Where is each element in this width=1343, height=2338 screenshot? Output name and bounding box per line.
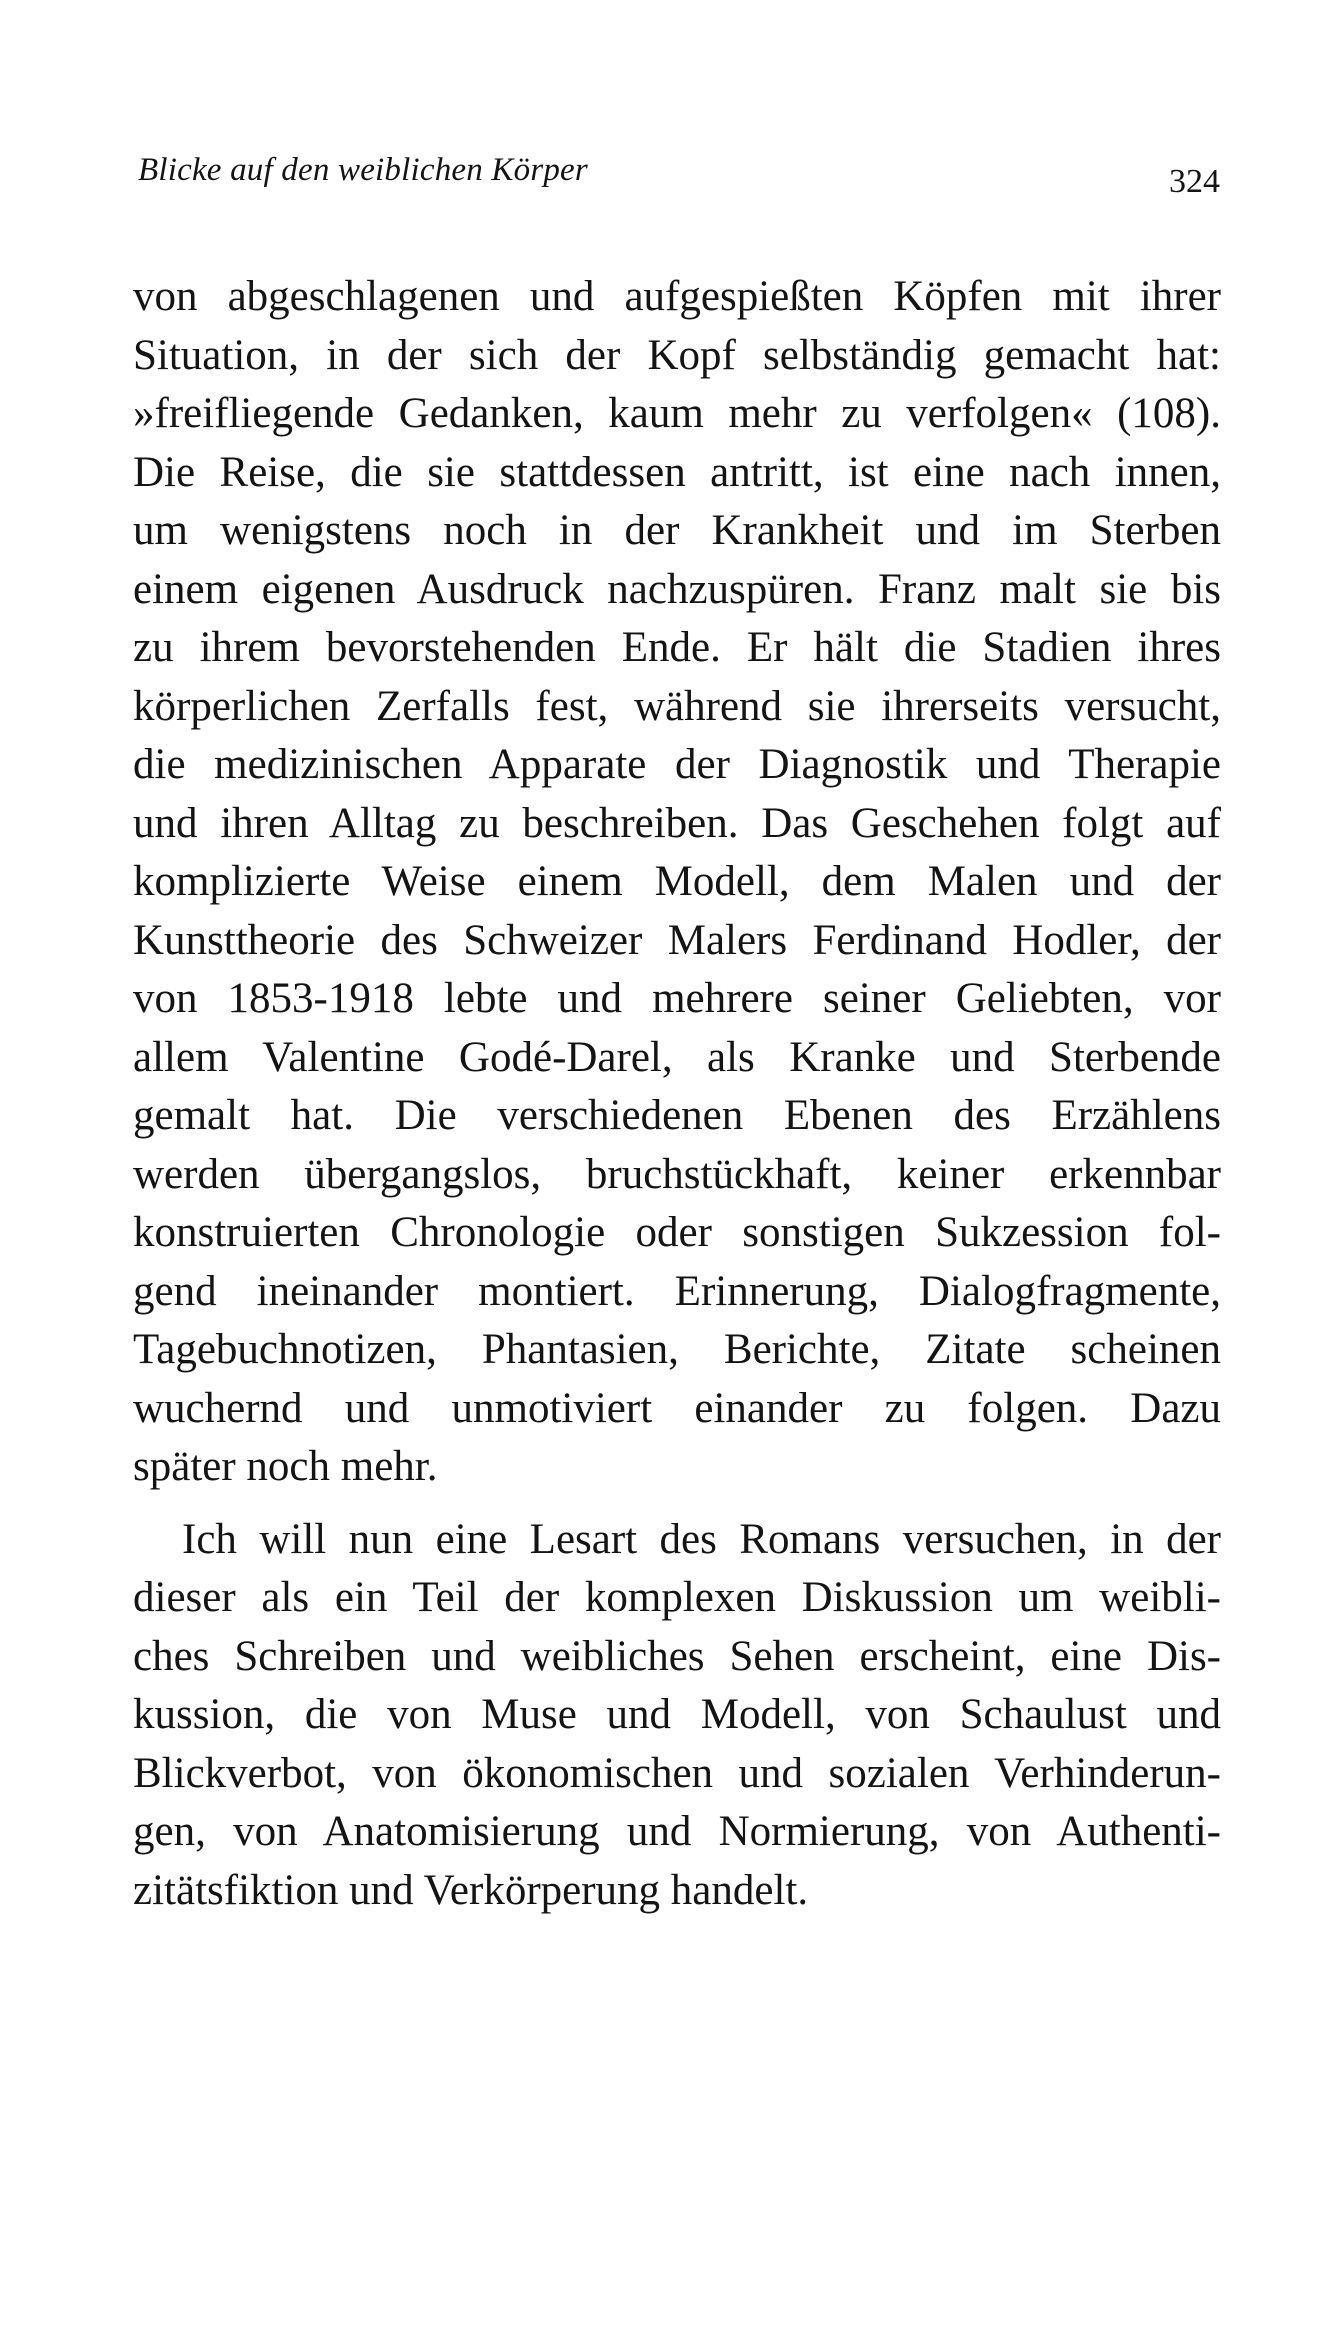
text-line: Ich will nun eine Lesart des Romans versuchen, in der xyxy=(182,1515,1221,1563)
text-line: wuchernd und unmotiviert einander zu folgen. Dazu xyxy=(133,1384,1221,1432)
text-line: von abgeschlagenen und aufgespießten Köpfen mit ihrer xyxy=(133,273,1221,320)
text-line: konstruierten Chronologie oder sonstigen Sukzession fol- xyxy=(133,1209,1221,1256)
running-title: Blicke auf den weiblichen Körper xyxy=(138,152,588,188)
text-line: zitätsfiktion und Verkörperung handelt. xyxy=(133,1866,809,1914)
text-line: komplizierte Weise einem Modell, dem Malen und der xyxy=(133,858,1221,905)
text-line: »freifliegende Gedanken, kaum mehr zu verfolgen« (108). xyxy=(133,390,1221,437)
text-line: Blickverbot, von ökonomischen und sozialen Verhinderun- xyxy=(133,1749,1221,1797)
text-line: gen, von Anatomisierung und Normierung, von Authenti- xyxy=(133,1808,1221,1855)
text-line: zu ihrem bevorstehenden Ende. Er hält die Stadien ihres xyxy=(133,624,1221,671)
page-number: 324 xyxy=(1169,163,1220,200)
text-line: die medizinischen Apparate der Diagnostik und Therapie xyxy=(133,741,1221,788)
text-line: von 1853-1918 lebte und mehrere seiner Geliebten, vor xyxy=(133,975,1221,1022)
text-line: allem Valentine Godé-Darel, als Kranke und Sterbende xyxy=(133,1033,1221,1081)
text-line: gend ineinander montiert. Erinnerung, Dialogfragmente, xyxy=(133,1267,1221,1315)
text-line: Die Reise, die sie stattdessen antritt, ist eine nach innen, xyxy=(133,448,1221,496)
body-text xyxy=(133,268,1221,1920)
text-line: später noch mehr. xyxy=(133,1443,438,1490)
text-line: gemalt hat. Die verschiedenen Ebenen des Erzählens xyxy=(133,1092,1221,1139)
text-line: werden übergangslos, bruchstückhaft, keiner erkennbar xyxy=(133,1150,1221,1198)
text-line: körperlichen Zerfalls fest, während sie ihrerseits versucht, xyxy=(133,682,1221,730)
text-line: ches Schreiben und weibliches Sehen erscheint, eine Dis- xyxy=(133,1632,1221,1680)
paragraph-1 xyxy=(133,268,1221,1497)
text-line: Kunsttheorie des Schweizer Malers Ferdinand Hodler, der xyxy=(133,916,1221,964)
text-line: Situation, in der sich der Kopf selbständig gemacht hat: xyxy=(133,331,1221,379)
text-line: um wenigstens noch in der Krankheit und im Sterben xyxy=(133,507,1221,554)
text-line: kussion, die von Muse und Modell, von Schaulust und xyxy=(133,1691,1221,1738)
text-line: dieser als ein Teil der komplexen Diskussion um weibli- xyxy=(133,1574,1221,1621)
text-line: und ihren Alltag zu beschreiben. Das Geschehen folgt auf xyxy=(133,799,1221,847)
running-head xyxy=(138,150,1220,200)
text-line: Tagebuchnotizen, Phantasien, Berichte, Zitate scheinen xyxy=(133,1326,1221,1373)
text-line: einem eigenen Ausdruck nachzuspüren. Franz malt sie bis xyxy=(133,565,1221,613)
paragraph-2 xyxy=(133,1511,1221,1921)
